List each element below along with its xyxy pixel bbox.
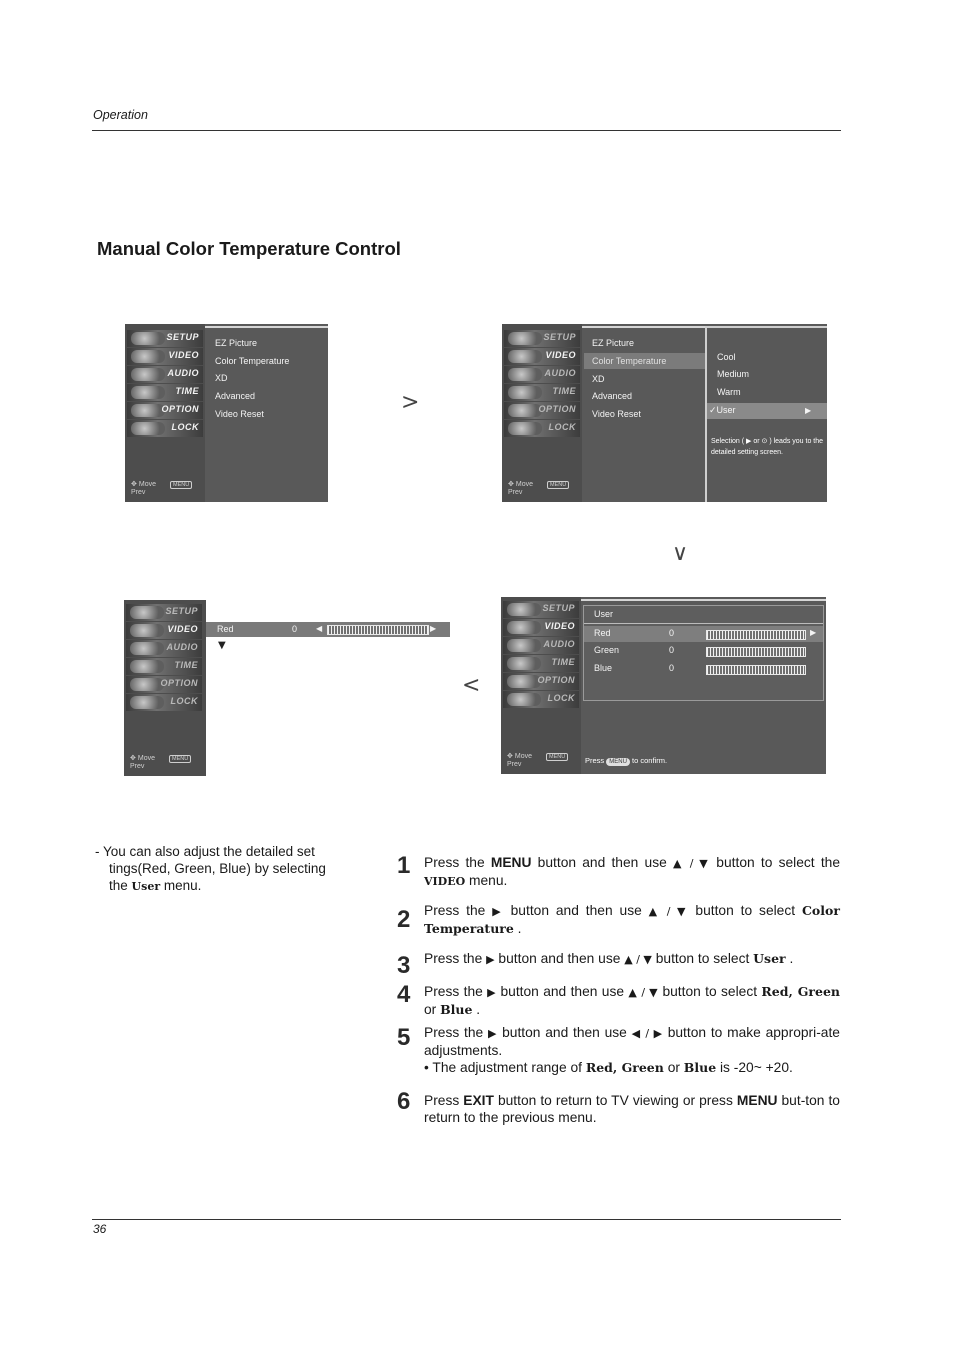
channel-blue-value: 0 [669, 663, 675, 673]
channel-blue-slider [706, 665, 806, 675]
channel-green-slider [706, 647, 806, 657]
menu-item-color-temperature: Color Temperature [215, 356, 290, 366]
menu-item-video-reset: Video Reset [592, 409, 641, 419]
channel-green-label: Green [594, 645, 620, 655]
video-icon [508, 350, 542, 363]
right-arrow-icon: ▶ [492, 905, 504, 918]
down-arrow-icon: ▼ [649, 986, 659, 999]
divider [584, 623, 823, 624]
side-note-line3: the User menu. [109, 878, 202, 893]
down-arrow-icon: ▼ [643, 953, 652, 966]
menu-cat-video: VIDEO [503, 619, 579, 636]
time-icon [508, 386, 542, 399]
step-number-5: 5 [397, 1024, 411, 1051]
time-icon [130, 660, 164, 673]
right-arrow-icon: ▶ [810, 628, 817, 637]
up-arrow-icon: ▲ [648, 905, 661, 918]
osd-main-pane [581, 599, 826, 774]
step-2-text: Press the ▶ button and then use ▲ / ▼ button to select Color Temperature . [424, 903, 840, 936]
menu-cat-option: OPTION [503, 673, 579, 690]
arrow-down-icon: ∨ [672, 541, 689, 566]
down-arrow-icon: ▼ [677, 905, 689, 918]
channel-red-slider [706, 630, 806, 640]
menu-cat-option: OPTION [126, 676, 202, 693]
arrow-left-icon: < [462, 673, 481, 698]
menu-item-advanced: Advanced [592, 391, 633, 401]
video-icon [130, 624, 164, 637]
menu-cat-audio: AUDIO [127, 366, 203, 383]
option-icon [507, 675, 541, 688]
red-value: 0 [292, 624, 298, 634]
confirm-note: Press MENU to confirm. [585, 756, 668, 765]
side-note-line1: - You can also adjust the detailed set [95, 844, 315, 859]
menu-cat-audio: AUDIO [503, 637, 579, 654]
temp-option-user: ✓User [709, 405, 736, 415]
move-icon: ✥ [507, 753, 513, 760]
menu-item-ez-picture: EZ Picture [215, 338, 258, 348]
menu-cat-time: TIME [504, 384, 580, 401]
section-header: Operation [93, 108, 148, 122]
step-1-text: Press the MENU button and then use ▲ / ▼ button to select the VIDEO menu. [424, 855, 841, 888]
step-5-bullet: • The adjustment range of Red, Green or Blue is -20~ +20. [424, 1060, 793, 1075]
move-icon: ✥ [130, 755, 136, 762]
setup-icon [508, 332, 542, 345]
red-adjust-bar [206, 622, 450, 637]
arrow-right-icon: > [401, 390, 420, 415]
osd-main-pane [205, 326, 328, 502]
right-arrow-icon: ▶ [805, 406, 812, 415]
move-icon: ✥ [508, 481, 514, 488]
channel-red-value: 0 [669, 628, 675, 638]
osd-main-pane [582, 326, 707, 502]
audio-icon [507, 639, 541, 652]
lock-icon [507, 693, 541, 706]
right-arrow-icon: ▶ [486, 953, 495, 966]
page-title: Manual Color Temperature Control [97, 238, 401, 259]
temp-option-warm: Warm [717, 387, 741, 397]
audio-icon [130, 642, 164, 655]
setup-icon [130, 606, 164, 619]
channel-red-label: Red [594, 628, 611, 638]
up-arrow-icon: ▲ [672, 857, 684, 870]
step-number-2: 2 [397, 906, 411, 933]
osd-sidebar [502, 324, 582, 502]
down-arrow-icon: ▼ [699, 857, 711, 870]
step-number-3: 3 [397, 952, 411, 979]
menu-item-color-temperature: Color Temperature [592, 356, 667, 366]
move-icon: ✥ [131, 481, 137, 488]
step-5-text: Press the ▶ button and then use ◀ / ▶ button to make appropri-ate adjustments. [424, 1025, 840, 1058]
temp-option-cool: Cool [717, 352, 736, 362]
time-icon [131, 386, 165, 399]
menu-item-ez-picture: EZ Picture [592, 338, 635, 348]
lock-icon [131, 422, 165, 435]
osd-footer: ✥ Move MENU Prev [508, 480, 582, 496]
osd-video-menu [125, 324, 328, 502]
channel-blue-label: Blue [594, 663, 613, 673]
setup-icon [131, 332, 165, 345]
step-number-4: 4 [397, 981, 411, 1008]
audio-icon [131, 368, 165, 381]
page-number: 36 [93, 1222, 107, 1236]
menu-cat-video: VIDEO [127, 348, 203, 365]
menu-cat-lock: LOCK [126, 694, 202, 711]
step-number-6: 6 [397, 1088, 411, 1115]
menu-cat-option: OPTION [127, 402, 203, 419]
step-number-1: 1 [397, 852, 411, 879]
menu-item-video-reset: Video Reset [215, 409, 264, 419]
check-icon: ✓ [709, 405, 717, 415]
header-rule [92, 130, 841, 131]
selection-note: Selection ( ▶ or ⊙ ) leads you to the detailed setting screen. [711, 438, 824, 456]
osd-footer: ✥ Move MENU Prev [507, 752, 581, 768]
right-arrow-icon: ▶ [487, 986, 497, 999]
menu-cat-option: OPTION [504, 402, 580, 419]
menu-cat-video: VIDEO [126, 622, 202, 639]
right-arrow-icon: ▶ [487, 1027, 498, 1040]
video-icon [131, 350, 165, 363]
temp-option-medium: Medium [717, 369, 750, 379]
menu-cat-lock: LOCK [504, 420, 580, 437]
osd-sidebar [501, 597, 581, 774]
menu-cat-lock: LOCK [503, 691, 579, 708]
step-4-text: Press the ▶ button and then use ▲ / ▼ button to select Red, Green or Blue . [424, 984, 840, 1017]
menu-cat-time: TIME [127, 384, 203, 401]
osd-red-adjust [124, 600, 206, 776]
menu-cat-setup: SETUP [127, 330, 203, 347]
option-icon [130, 678, 164, 691]
menu-cat-setup: SETUP [504, 330, 580, 347]
footer-rule [92, 1219, 841, 1220]
menu-item-xd: XD [215, 373, 228, 383]
osd-user-menu [501, 597, 826, 774]
audio-icon [508, 368, 542, 381]
osd-footer: ✥ Move MENU Prev [131, 480, 205, 496]
step-6-text: Press EXIT button to return to TV viewing or press MENU but-ton to return to the previous menu. [424, 1093, 840, 1125]
left-arrow-icon: ◀ [631, 1027, 642, 1040]
time-icon [507, 657, 541, 670]
step-3-text: Press the ▶ button and then use ▲ / ▼ button to select User . [424, 951, 794, 966]
menu-cat-video: VIDEO [504, 348, 580, 365]
up-arrow-icon: ▲ [624, 953, 633, 966]
option-icon [131, 404, 165, 417]
video-icon [507, 621, 541, 634]
setup-icon [507, 603, 541, 616]
user-panel-title: User [594, 609, 614, 619]
user-panel [583, 605, 824, 701]
menu-cat-setup: SETUP [503, 601, 579, 618]
osd-color-temperature-menu [502, 324, 827, 502]
right-arrow-icon: ▶ [653, 1027, 663, 1040]
osd-sidebar [124, 600, 206, 776]
channel-green-value: 0 [669, 645, 675, 655]
menu-cat-audio: AUDIO [504, 366, 580, 383]
osd-sidebar [125, 324, 205, 502]
menu-cat-time: TIME [126, 658, 202, 675]
menu-item-advanced: Advanced [215, 391, 256, 401]
menu-cat-lock: LOCK [127, 420, 203, 437]
red-label: Red [217, 624, 234, 634]
down-arrow-icon: ▼ [218, 640, 226, 651]
up-arrow-icon: ▲ [628, 986, 638, 999]
temperature-submenu [705, 326, 827, 502]
menu-cat-time: TIME [503, 655, 579, 672]
red-slider [327, 625, 429, 635]
osd-footer: ✥ Move MENU Prev [130, 754, 206, 770]
menu-cat-setup: SETUP [126, 604, 202, 621]
left-arrow-icon: ◀ [316, 624, 323, 633]
menu-key-badge: MENU [606, 758, 630, 766]
right-arrow-icon: ▶ [430, 624, 437, 633]
lock-icon [508, 422, 542, 435]
menu-item-xd: XD [592, 374, 605, 384]
side-note-line2: tings(Red, Green, Blue) by selecting [109, 861, 326, 876]
lock-icon [130, 696, 164, 709]
menu-cat-audio: AUDIO [126, 640, 202, 657]
option-icon [508, 404, 542, 417]
